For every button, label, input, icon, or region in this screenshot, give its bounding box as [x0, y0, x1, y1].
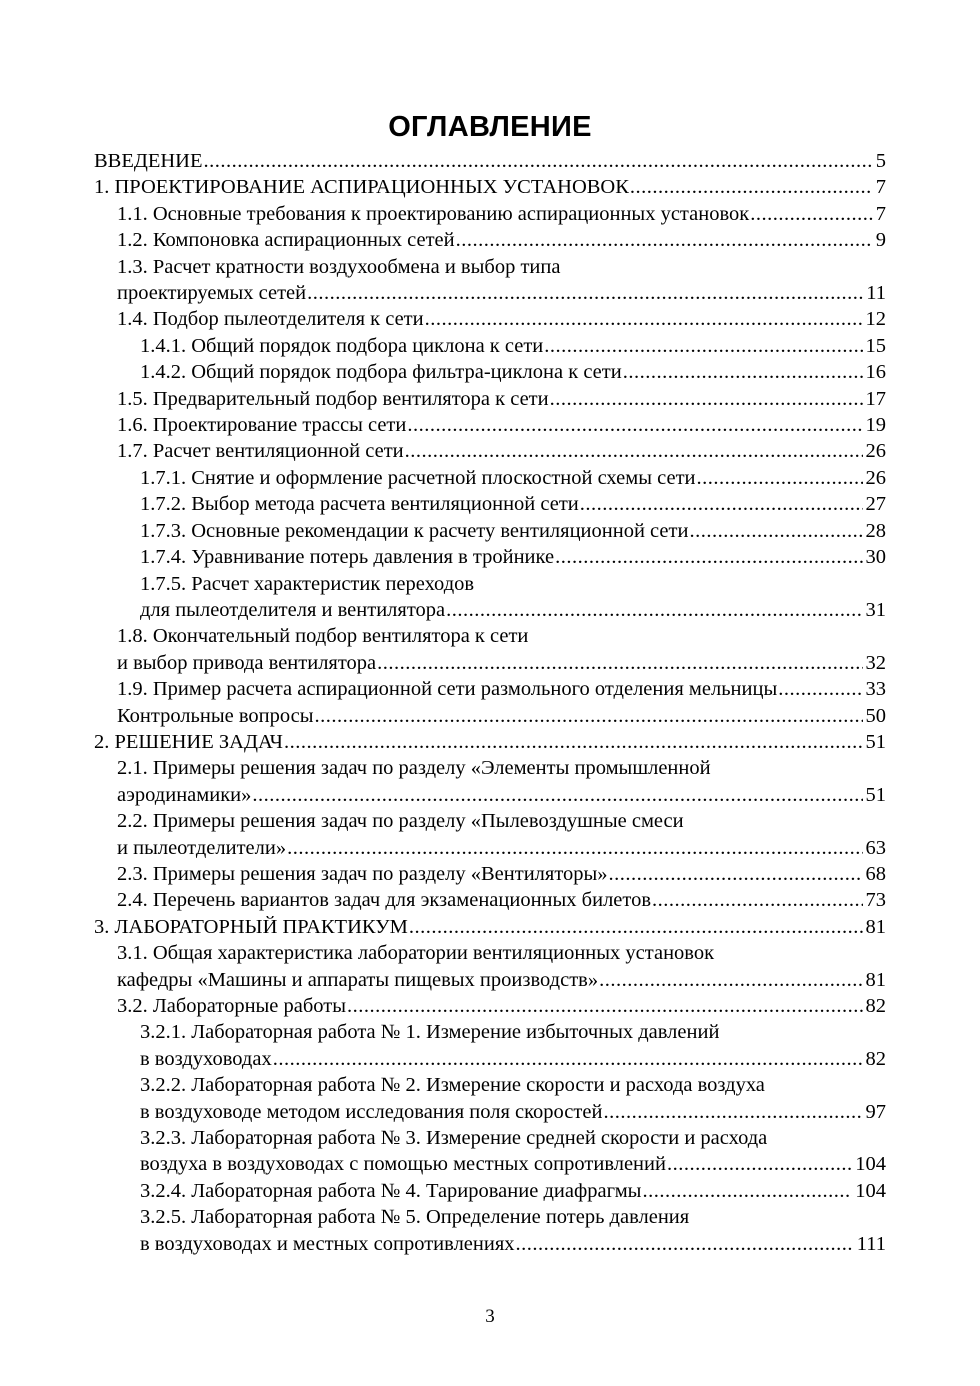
toc-entry-title: в воздуховоде методом исследования поля скоростей [140, 1100, 603, 1123]
toc-entry-title: 3.2.3. Лабораторная работа № 3. Измерение средней скорости и расхода [140, 1127, 768, 1150]
toc-entry [94, 623, 886, 676]
toc-entry-title: аэродинамики» [117, 783, 252, 806]
toc-entry-title: 1.4.1. Общий порядок подбора циклона к сети [140, 334, 544, 357]
toc-entry-title: 1.8. Окончательный подбор вентилятора к сети [117, 625, 529, 648]
dot-leader [642, 1178, 852, 1204]
toc-entry-line [117, 940, 886, 966]
toc-entry [94, 703, 886, 729]
toc-entry-title: в воздуховодах и местных сопротивлениях [140, 1232, 515, 1255]
toc-entry-line [117, 201, 886, 227]
toc-entry-page: 81 [865, 915, 886, 938]
toc-entry [94, 1125, 886, 1178]
toc-entry-title: 3.2.4. Лабораторная работа № 4. Тарирование диафрагмы [140, 1179, 642, 1202]
toc-entry-title: 1.2. Компоновка аспирационных сетей [117, 229, 455, 252]
toc-entry [94, 491, 886, 517]
dot-leader [609, 861, 863, 887]
dot-leader [623, 359, 863, 385]
toc-entry [94, 676, 886, 702]
dot-leader [252, 782, 862, 808]
toc-entry-line [117, 254, 886, 280]
toc-entry-line [117, 280, 886, 306]
dot-leader [377, 650, 862, 676]
toc-entry-page: 68 [865, 862, 886, 885]
toc-entry-title: 1.7.3. Основные рекомендации к расчету вентиляционной сети [140, 519, 689, 542]
dot-leader [407, 412, 862, 438]
toc-entry [94, 465, 886, 491]
toc-entry-title: в воздуховодах [140, 1047, 272, 1070]
toc-entry-title: 1.4. Подбор пылеотделителя к сети [117, 308, 424, 331]
toc-entry-title: Контрольные вопросы [117, 704, 314, 727]
toc-entry [94, 201, 886, 227]
toc-entry [94, 174, 886, 200]
toc-entry-title: 3.2.1. Лабораторная работа № 1. Измерение избыточных давлений [140, 1021, 720, 1044]
toc-entry [94, 1072, 886, 1125]
dot-leader [516, 1231, 854, 1257]
dot-leader [347, 993, 862, 1019]
toc-entry-title: и пылеотделители» [117, 836, 287, 859]
toc-entry-line [117, 650, 886, 676]
dot-leader [284, 729, 863, 755]
toc-entry-title: для пылеотделителя и вентилятора [140, 598, 446, 621]
toc-entry-title: 1.5. Предварительный подбор вентилятора к сети [117, 387, 549, 410]
dot-leader [315, 703, 863, 729]
toc-entry-line [140, 1178, 886, 1204]
toc-entry [94, 306, 886, 332]
toc-entry-page: 32 [865, 651, 886, 674]
toc-entry-page: 17 [865, 387, 886, 410]
toc-entry-title: 2.3. Примеры решения задач по разделу «Вентиляторы» [117, 862, 608, 885]
toc-entry-line [140, 1072, 886, 1098]
toc-entry [94, 940, 886, 993]
toc-entry-title: 2.2. Примеры решения задач по разделу «Пылевоздушные смеси [117, 810, 684, 833]
toc-entry-title: 1.7.4. Уравнивание потерь давления в тройнике [140, 546, 555, 569]
dot-leader [550, 386, 863, 412]
dot-leader [287, 835, 862, 861]
toc-entry-page: 73 [865, 889, 886, 912]
toc-entry-page: 7 [875, 202, 886, 225]
toc-entry-page: 7 [875, 176, 886, 199]
toc-entry [94, 808, 886, 861]
toc-entry-page: 51 [865, 783, 886, 806]
toc-entry-page: 104 [855, 1153, 886, 1176]
dot-leader [599, 967, 862, 993]
toc-entry-page: 97 [865, 1100, 886, 1123]
toc-entry-page: 9 [875, 229, 886, 252]
toc-entry [94, 359, 886, 385]
toc-entry [94, 993, 886, 1019]
toc-entry-line [140, 571, 886, 597]
toc-entry-title: 2.4. Перечень вариантов задач для экзаменационных билетов [117, 889, 652, 912]
toc-entry [94, 386, 886, 412]
toc-entry-line [140, 1099, 886, 1125]
toc-entry-line [94, 174, 886, 200]
dot-leader [697, 465, 863, 491]
toc-entry-page: 82 [865, 995, 886, 1017]
toc-entry-title: 1.9. Пример расчета аспирационной сети размольного отделения мельницы [117, 678, 778, 701]
toc-entry-line [117, 967, 886, 993]
toc-entry-page: 11 [866, 282, 886, 305]
toc-entry-line [117, 306, 886, 332]
toc-entry-line [94, 148, 886, 174]
toc-entry-title: воздуха в воздуховодах с помощью местных сопротивлений [140, 1153, 666, 1176]
toc-entry-line [140, 1231, 886, 1257]
toc-entry [94, 914, 886, 940]
toc-entry-line [94, 914, 886, 940]
toc-entry [94, 1019, 886, 1072]
toc-entry-page: 27 [865, 493, 886, 516]
toc-entry-title: 3.2.5. Лабораторная работа № 5. Определение потерь давления [140, 1206, 690, 1229]
toc-entry-title: 1.7.1. Снятие и оформление расчетной плоскостной схемы сети [140, 466, 696, 489]
dot-leader [544, 333, 862, 359]
toc-entry-line [117, 808, 886, 834]
dot-leader [630, 174, 873, 200]
toc-entry-title: 3.2. Лабораторные работы [117, 995, 347, 1017]
toc-entry-line [140, 518, 886, 544]
toc-entry-line [117, 623, 886, 649]
page-title: ОГЛАВЛЕНИЕ [388, 111, 592, 144]
page-number: 3 [485, 1306, 495, 1327]
toc-entry-line [117, 438, 886, 464]
toc-entry-line [140, 491, 886, 517]
toc-entry-line [117, 782, 886, 808]
toc-entry-title: 1.1. Основные требования к проектированию аспирационных установок [117, 202, 750, 225]
dot-leader [750, 201, 873, 227]
toc-entry-line [117, 227, 886, 253]
toc-entry-title: 1.7. Расчет вентиляционной сети [117, 440, 404, 463]
toc-entry [94, 1178, 886, 1204]
toc-entry-page: 81 [865, 968, 886, 991]
toc-entry [94, 148, 886, 174]
dot-leader [555, 544, 862, 570]
toc-entry-page: 5 [875, 150, 886, 172]
toc-entry-line [117, 386, 886, 412]
toc-entry-line [140, 1019, 886, 1045]
dot-leader [204, 148, 873, 174]
toc-entry [94, 1204, 886, 1257]
toc-entry-title: 2.1. Примеры решения задач по разделу «Элементы промышленной [117, 757, 711, 780]
toc-entry-title: ВВЕДЕНИЕ [94, 150, 203, 172]
toc-entry-page: 12 [865, 308, 886, 331]
toc-entry-title: 1. ПРОЕКТИРОВАНИЕ АСПИРАЦИОННЫХ УСТАНОВОК [94, 176, 629, 199]
toc-entry [94, 861, 886, 887]
toc-entry [94, 544, 886, 570]
toc-entry-line [117, 861, 886, 887]
toc-entry-page: 111 [856, 1232, 886, 1255]
toc-entry-line [117, 835, 886, 861]
toc-entry-line [140, 597, 886, 623]
toc-entry-line [140, 1151, 886, 1177]
toc-entry-line [117, 703, 886, 729]
toc-entry-line [94, 729, 886, 755]
toc-entry-title: кафедры «Машины и аппараты пищевых производств» [117, 968, 599, 991]
dot-leader [667, 1151, 852, 1177]
toc-entry-line [117, 887, 886, 913]
toc-entry-title: 3.1. Общая характеристика лаборатории вентиляционных установок [117, 942, 715, 965]
toc-entry-title: 1.4.2. Общий порядок подбора фильтра-циклона к сети [140, 361, 622, 384]
toc-entry [94, 755, 886, 808]
toc-entry-title: проектируемых сетей [117, 282, 307, 305]
toc-entry-page: 33 [865, 678, 886, 701]
toc-entry [94, 518, 886, 544]
toc-entry-title: 3.2.2. Лабораторная работа № 2. Измерение скорости и расхода воздуха [140, 1074, 765, 1097]
toc-entry [94, 254, 886, 307]
dot-leader [778, 676, 862, 702]
toc-entry-title: и выбор привода вентилятора [117, 651, 377, 674]
toc-entry-line [140, 359, 886, 385]
toc-entry-page: 50 [865, 704, 886, 727]
toc-entry-page: 104 [855, 1179, 886, 1202]
toc-entry-page: 31 [865, 598, 886, 621]
dot-leader [405, 438, 863, 464]
toc-entry-page: 15 [865, 334, 886, 357]
toc-entry-title: 1.6. Проектирование трассы сети [117, 414, 407, 437]
toc-entry-page: 63 [865, 836, 886, 859]
dot-leader [425, 306, 863, 332]
toc-entry-page: 30 [865, 546, 886, 569]
toc-entry [94, 333, 886, 359]
toc-entry-page: 82 [865, 1047, 886, 1070]
dot-leader [409, 914, 863, 940]
toc-entry-line [140, 333, 886, 359]
toc-entry-line [140, 1125, 886, 1151]
toc-entry [94, 438, 886, 464]
toc-entry-title: 3. ЛАБОРАТОРНЫЙ ПРАКТИКУМ [94, 915, 408, 938]
dot-leader [652, 887, 862, 913]
dot-leader [456, 227, 873, 253]
toc-entry-line [140, 1204, 886, 1230]
dot-leader [580, 491, 863, 517]
dot-leader [603, 1099, 862, 1125]
toc-entry-line [140, 465, 886, 491]
toc-entry-line [117, 412, 886, 438]
dot-leader [689, 518, 862, 544]
toc-entry-title: 1.7.5. Расчет характеристик переходов [140, 572, 475, 595]
toc-entry-page: 16 [865, 361, 886, 384]
dot-leader [273, 1046, 863, 1072]
toc-entry [94, 571, 886, 624]
toc-entry [94, 412, 886, 438]
toc-entry-line [140, 544, 886, 570]
toc-entry-line [140, 1046, 886, 1072]
toc-entry [94, 227, 886, 253]
toc-entry [94, 887, 886, 913]
toc-entry-line [117, 993, 886, 1019]
toc-entry-title: 1.7.2. Выбор метода расчета вентиляционной сети [140, 493, 579, 516]
toc-entry-title: 2. РЕШЕНИЕ ЗАДАЧ [94, 730, 283, 753]
table-of-contents [94, 148, 886, 1257]
toc-entry-page: 51 [865, 730, 886, 753]
toc-entry-line [117, 676, 886, 702]
toc-entry-line [117, 755, 886, 781]
dot-leader [307, 280, 863, 306]
toc-entry-title: 1.3. Расчет кратности воздухообмена и выбор типа [117, 255, 561, 278]
toc-entry-page: 26 [865, 440, 886, 463]
toc-entry-page: 28 [865, 519, 886, 542]
toc-entry-page: 26 [865, 466, 886, 489]
toc-entry [94, 729, 886, 755]
toc-entry-page: 19 [865, 414, 886, 437]
dot-leader [446, 597, 862, 623]
